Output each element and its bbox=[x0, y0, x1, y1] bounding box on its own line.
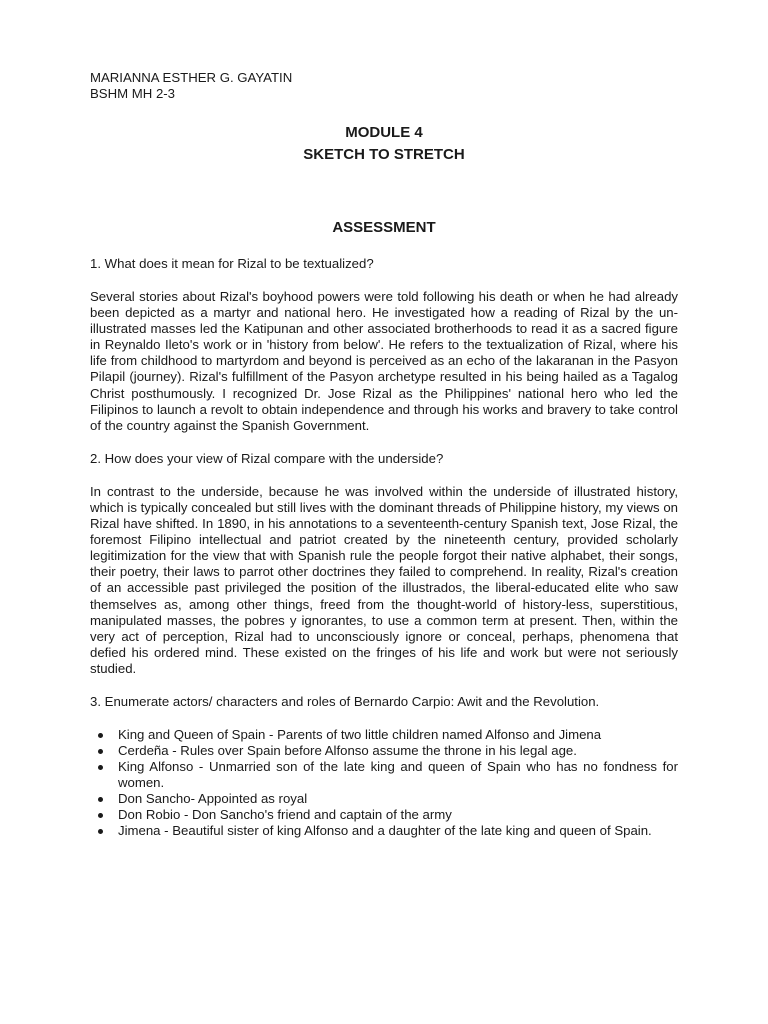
assessment-heading: ASSESSMENT bbox=[332, 219, 436, 236]
list-item-text: King Alfonso - Unmarried son of the late king and queen of Spain who has no fondness for women. bbox=[118, 758, 678, 790]
list-item bbox=[90, 807, 678, 823]
bullet-icon bbox=[98, 813, 103, 818]
list-item bbox=[90, 743, 678, 759]
list-item bbox=[90, 823, 678, 839]
module-subtitle: SKETCH TO STRETCH bbox=[303, 146, 465, 163]
module-title: MODULE 4 bbox=[345, 124, 423, 141]
answer-2: In contrast to the underside, because he was involved within the underside of illustrated history, which is typically concealed but still lives with the dominant threads of Philippine history, my views on Rizal have shifted. In 1890, in his annotations to a seventeenth-century Spanish text, Jose Rizal, the foremost Filipino intellectual and patriot created by the nineteenth century, provided scholarly legitimization for the view that with Spanish rule the people forgot their native alphabet, their songs, their poetry, their laws to parrot other doctrines they failed to comprehend. In reality, Rizal's creation of an accessible past privileged the position of the illustrados, the liberal-educated elite who saw themselves as, among other things, freed from the thought-world of history-less, superstitious, manipulated masses, the pobres y ignorantes, to use a common term at present. Then, within the very act of perception, Rizal had to unconsciously ignore or conceal, perhaps, phenomena that defied his ordered mind. These existed on the fringes of his life and work but were not seriously studied. bbox=[90, 483, 678, 676]
list-item bbox=[90, 759, 678, 791]
list-item-text: Don Sancho- Appointed as royal bbox=[118, 790, 308, 806]
question-2: 2. How does your view of Rizal compare with the underside? bbox=[90, 450, 444, 466]
bullet-icon bbox=[98, 733, 103, 738]
bullet-icon bbox=[98, 829, 103, 834]
title-block bbox=[90, 122, 678, 166]
student-section: BSHM MH 2-3 bbox=[90, 86, 175, 101]
student-name: MARIANNA ESTHER G. GAYATIN bbox=[90, 70, 293, 85]
list-item bbox=[90, 791, 678, 807]
bullet-icon bbox=[98, 797, 103, 802]
list-item-text: Don Robio - Don Sancho's friend and captain of the army bbox=[118, 806, 452, 822]
answer-1: Several stories about Rizal's boyhood powers were told following his death or when he had already been depicted as a martyr and national hero. He investigated how a reading of Rizal by the un-illustrated masses led the Katipunan and other associated brotherhoods to read it as a sacred figure in Reynaldo Ileto's work or in 'history from below'. He refers to the textualization of Rizal, where his life from childhood to martyrdom and beyond is perceived as an echo of the lakaranan in the Pasyon Pilapil (journey). Rizal's fulfillment of the Pasyon archetype resulted in his being hailed as a Tagalog Christ posthumously. I recognized Dr. Jose Rizal as the Philippines' national hero who led the Filipinos to launch a revolt to obtain independence and through his works and bravery to take control of the country against the Spanish Government. bbox=[90, 289, 678, 433]
character-list bbox=[90, 727, 678, 839]
document-page bbox=[90, 70, 678, 839]
question-3: 3. Enumerate actors/ characters and roles of Bernardo Carpio: Awit and the Revolution. bbox=[90, 693, 600, 709]
question-1: 1. What does it mean for Rizal to be textualized? bbox=[90, 256, 374, 271]
bullet-icon bbox=[98, 749, 103, 754]
list-item-text: King and Queen of Spain - Parents of two little children named Alfonso and Jimena bbox=[118, 726, 602, 742]
list-item-text: Cerdeña - Rules over Spain before Alfonso assume the throne in his legal age. bbox=[118, 742, 577, 758]
list-item bbox=[90, 727, 678, 743]
bullet-icon bbox=[98, 765, 103, 770]
list-item-text: Jimena - Beautiful sister of king Alfonso and a daughter of the late king and queen of Spain. bbox=[118, 822, 652, 838]
